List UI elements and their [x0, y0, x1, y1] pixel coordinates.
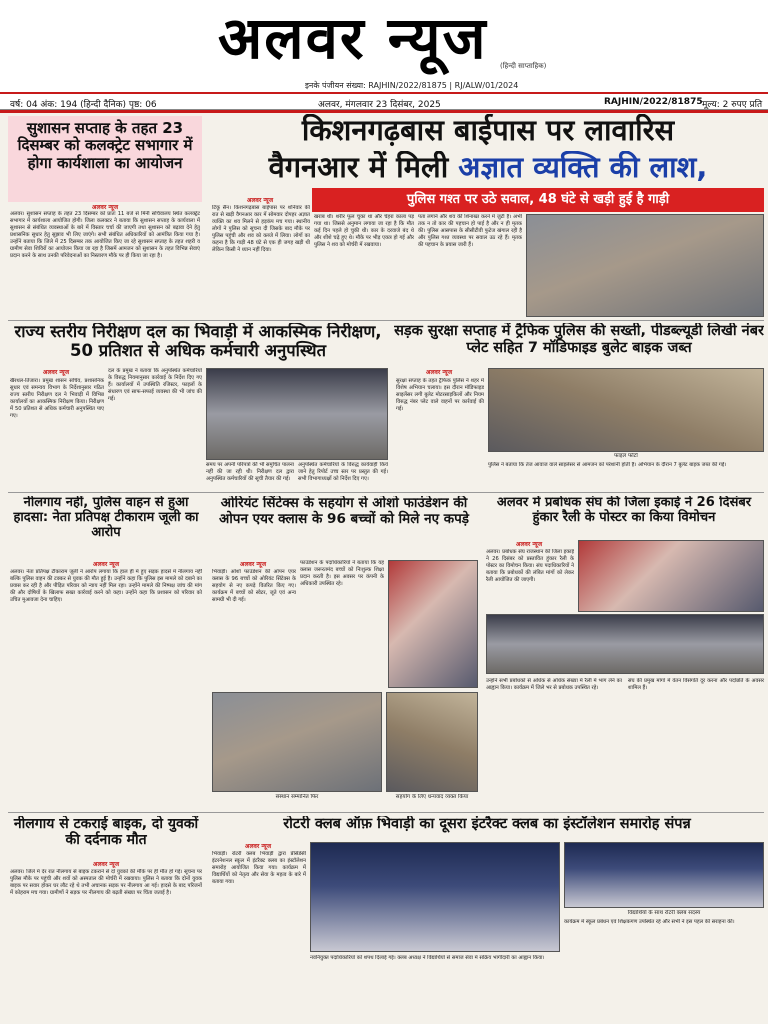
story-inspection-body-col2: दल के प्रमुख ने बताया कि अनुपस्थित कर्मचारियों के विरुद्ध नियमानुसार कार्रवाई के निर्देश दिए गए हैं। कार्यालयों में उपस्थिति रजिस्टर, फाइलों के संधारण एवं साफ-सफाई व्यवस्था की भी जांच की गई।	[108, 368, 202, 402]
story-prabodhak-body-col3: संघ की प्रमुख मांगों में वेतन विसंगति दूर करना और पदोन्नति के अवसर शामिल हैं।	[628, 678, 764, 691]
section-divider	[8, 320, 764, 321]
story-osho-caption-2: सहयोग के लिए धन्यवाद व्यक्त किया	[395, 794, 469, 800]
story-osho-headline: ओरियंट सिंटेक्स के सहयोग से ओशो फाउंडेशन की ओपन एयर क्लास के 96 बच्चों को मिले नए कपड़े	[218, 496, 470, 527]
lead-body-col2: खराब थी। शरीर फूल चुका था और चेहरा काला पड़ गया था। जिससे अनुमान लगाया जा रहा है कि मौत कई दिन पहले हो चुकी थी। कार के दरवाजे बंद थे और शीशे चढ़े हुए थे। मौके पर भीड़ एकत्र हो गई और पुलिस ने शव को मोर्चरी में रखवाया।	[314, 214, 414, 248]
story-prabodhak-headline: अलवर में प्रबोधक संघ की जिला इकाई ने 26 दिसंबर हुंकार रैली के पोस्टर का किया विमोचन	[496, 496, 752, 525]
story-osho-photo-2	[212, 692, 382, 792]
story-sushasan-headline-box	[8, 116, 202, 202]
story-nilgai-police-headline: नीलगाय नहीं, पुलिस वाहन से हुआ हादसा: नेता प्रतिपक्ष टीकाराम जूली का आरोप	[13, 496, 199, 540]
registration-line: इनके पंजीयन संख्या: RAJHIN/2022/81875 | RJ/ALW/01/2024	[305, 81, 519, 90]
story-nilgai-bike-headline: नीलगाय से टकराई बाइक, दो युवकों की दर्दनाक मौत	[13, 816, 199, 849]
section-divider	[8, 812, 764, 813]
story-sushasan-byline: अलवर न्यूज	[91, 204, 119, 211]
dateline: अलवर, मंगलवार 23 दिसंबर, 2025	[318, 100, 441, 110]
masthead	[0, 0, 768, 92]
story-rotary-photo-2	[564, 842, 764, 908]
lead-headline-line2a: वैगनआर में मिली	[268, 151, 459, 184]
story-traffic-body-col1: सुरक्षा सप्ताह के तहत ट्रैफिक पुलिस ने शहर में विशेष अभियान चलाया। इस दौरान मॉडिफाइड साइलेंसर लगी बुलेट मोटरसाइकिलों और नियम विरुद्ध नंबर प्लेट वाले वाहनों पर कार्रवाई की गई।	[396, 378, 484, 412]
story-osho-body-col2: फाउंडेशन के पदाधिकारियों ने बताया कि यह क्लास जरूरतमंद बच्चों को निःशुल्क शिक्षा प्रदान करती है। इस अवसर पर कंपनी के अधिकारी उपस्थित रहे।	[300, 560, 384, 587]
story-osho-photo-1	[388, 560, 478, 688]
lead-body-col1: टिंकू सैन। किशनगढ़बास बाईपास पर शनिवार की रात से खड़ी वैगनआर कार में सोमवार दोपहर अज्ञात व्यक्ति का शव मिलने से हड़कंप मच गया। स्थानीय लोगों ने पुलिस को सूचना दी जिसके बाद मौके पर पुलिस पहुंची और शव को कब्जे में लिया। लोगों का कहना है कि गाड़ी 48 घंटे से एक ही जगह खड़ी थी लेकिन किसी ने ध्यान नहीं दिया।	[212, 205, 310, 253]
story-inspection-headline: राज्य स्तरीय निरीक्षण दल का भिवाड़ी में आकस्मिक निरीक्षण, 50 प्रतिशत से अधिक कर्मचारी अनुपस्थित	[14, 323, 382, 360]
story-inspection-photo	[206, 368, 388, 460]
story-prabodhak-body-col2: उन्होंने सभी प्रबोधकों से अधिक से अधिक संख्या में रैली में भाग लेने का आह्वान किया। कार्यक्रम में जिले भर से प्रबोधक उपस्थित रहे।	[486, 678, 622, 691]
story-osho-body-col1: भिवाड़ी। ओशो फाउंडेशन की ओपन एयर क्लास के 96 बच्चों को ओरियंट सिंटेक्स के सहयोग से नए कपड़े वितरित किए गए। कार्यक्रम में बच्चों को स्वेटर, जूते एवं अन्य सामग्री भी दी गई।	[212, 569, 296, 603]
story-sushasan-headline: सुशासन सप्ताह के तहत 23 दिसम्बर को कलक्ट्रेट सभागार में होगा कार्यशाला का आयोजन	[17, 119, 193, 172]
story-rotary-byline: अलवर न्यूज	[244, 843, 272, 850]
issue-number: वर्ष: 04 अंक: 194 (हिन्दी दैनिक) पृष्ठ: 06	[10, 100, 157, 110]
masthead-tagline: (हिन्दी साप्ताहिक)	[500, 62, 547, 70]
section-divider	[8, 492, 764, 493]
story-nilgai-police-body: अलवर। नेता प्रतिपक्ष टीकाराम जूली ने आरोप लगाया कि हाल ही में हुए सड़क हादसे में नीलगाय नहीं बल्कि पुलिस वाहन की टक्कर से युवक की मौत हुई है। उन्होंने कहा कि पुलिस इस मामले को दबाने का प्रयास कर रही है और पीड़ित परिवार को न्याय नहीं मिल रहा। उन्होंने मामले की निष्पक्ष जांच की मांग की और दोषियों के खिलाफ सख्त कार्रवाई करने को कहा। उन्होंने कहा कि प्रशासन को परिवार को उचित मुआवजा देना चाहिए।	[10, 569, 202, 603]
story-rotary-body-col3: कार्यक्रम में स्कूल प्रबंधन एवं शिक्षकगण उपस्थित रहे और सभी ने इस पहल की सराहना की।	[564, 919, 735, 925]
story-sushasan-body: अलवर। सुशासन सप्ताह के तहत 23 दिसम्बर को प्रातः 11 बजे से मिनी सचिवालय स्थित कलक्ट्रेट सभागार में कार्यशाला आयोजित होगी। जिला कलक्टर ने बताया कि सुशासन सप्ताह के कार्यवाला में सुशासन से संबंधित व्यवस्थाओं के बारे में विस्तार चर्चा की जाएगी तथा सुशासन को बढ़ावा देने हेतु प्रशासनिक सुधार हेतु सुझाव भी लिए जाएंगे। सभी संबंधित अधिकारियों को आमंत्रित किया गया है। उन्होंने बताया कि जिले में 25 दिसम्बर तक आयोजित किए जा रहे सुशासन सप्ताह के तहत शहरी व ग्रामीण सेवा शिविरों का आयोजन किया जा रहा है जिसमें आमजन को सुशासन के तहत विभिन्न सेवाएं प्रदान करने के साथ उनकी परिवेदनाओं का निस्तारण मौके पर ही किया जा रहा है।	[10, 211, 200, 259]
story-nilgai-police-byline: अलवर न्यूज	[92, 561, 120, 568]
story-prabodhak-byline: अलवर न्यूज	[515, 541, 543, 548]
issue-strip	[0, 92, 768, 110]
story-rotary-headline: रोटरी क्लब ऑफ़ भिवाड़ी का दूसरा इंटरैक्ट क्लब का इंस्टॉलेशन समारोह संपन्न	[283, 816, 691, 832]
story-traffic-caption: फाइल फोटो	[614, 453, 638, 459]
story-inspection-body-col3: समय पर अपनी परिपत्रों की भी समुचित पालना नहीं की जा रही थी। निरीक्षण दल द्वारा अनुपस्थित कर्मचारियों की सूची तैयार की गई।	[206, 462, 294, 482]
price: मूल्य: 2 रुपए प्रति	[702, 100, 763, 110]
story-traffic-body-col2: पुलिस ने बताया कि तेज आवाज वाले साइलेंसर से आमजन को परेशानी होती है। अभियान के दौरान 7 बुलेट बाइक जब्त की गईं।	[488, 462, 727, 468]
story-rotary-caption: विद्यार्थियों के साथ रोटरी क्लब सदस्य	[627, 910, 701, 916]
story-traffic-byline: अलवर न्यूज	[425, 369, 453, 376]
story-nilgai-bike-body: अलवर। जिले में देर रात नीलगाय से बाइक टकराने से दो युवकों की मौके पर ही मौत हो गई। सूचना पर पुलिस मौके पर पहुंची और शवों को अस्पताल की मोर्चरी में रखवाया। पुलिस ने बताया कि दोनों युवक बाइक पर सवार होकर घर लौट रहे थे तभी अचानक सड़क पर नीलगाय आ गई। हादसे के बाद परिजनों में कोहराम मच गया। ग्रामीणों ने सड़क पर नीलगाय की बढ़ती संख्या पर चिंता जताई है।	[10, 869, 202, 896]
lead-byline: अलवर न्यूज	[246, 197, 274, 204]
story-prabodhak-body-col1: अलवर। प्रबोधक संघ राजस्थान की जिला इकाई ने 26 दिसंबर को प्रस्तावित हुंकार रैली के पोस्टर का विमोचन किया। संघ पदाधिकारियों ने बताया कि प्रबोधकों की लंबित मांगों को लेकर रैली आयोजित की जाएगी।	[486, 549, 574, 583]
story-rotary-photo-1	[310, 842, 560, 952]
rni-number: RAJHIN/2022/81875	[604, 97, 703, 107]
story-traffic-photo	[488, 368, 764, 452]
story-inspection-body-col4: अनुपस्थित कर्मचारियों के विरुद्ध कार्यवाही किये जाने हेतु रिपोर्ट उच्च स्तर पर प्रस्तुत की गई। सभी विभागाध्यक्षों को निर्देश दिए गए।	[298, 462, 388, 482]
lead-headline-line1: किशनगढ़बास बाईपास पर लावारिस	[301, 114, 675, 147]
story-rotary-body-col2: नवनियुक्त पदाधिकारियों को शपथ दिलाई गई। क्लब अध्यक्ष ने विद्यार्थियों से समाज सेवा में सक्रिय भागीदारी का आह्वान किया।	[310, 955, 545, 961]
story-osho-photo-3	[386, 692, 478, 792]
story-inspection-body-col1: खैरथल-तिजारा। प्रमुख शासन सचिव, प्रशासनिक सुधार एवं समन्वय विभाग के निर्देशानुसार गठित राज्य स्तरीय निरीक्षण दल ने भिवाड़ी में विभिन्न कार्यालयों का आकस्मिक निरीक्षण किया। निरीक्षण में 50 प्रतिशत से अधिक कर्मचारी अनुपस्थित पाए गए।	[10, 378, 104, 419]
story-nilgai-bike-byline: अलवर न्यूज	[92, 861, 120, 868]
story-osho-byline: अलवर न्यूज	[239, 561, 267, 568]
newspaper-logo-title: अलवर न्यूज	[218, 4, 488, 72]
story-inspection-byline: अलवर न्यूज	[42, 369, 70, 376]
lead-photo-car-scene	[526, 214, 764, 317]
story-osho-caption-1: संस्थान सम्मानित फिर	[275, 794, 319, 800]
lead-headline-line2b: अज्ञात व्यक्ति की लाश,	[458, 151, 708, 184]
story-traffic-headline: सड़क सुरक्षा सप्ताह में ट्रैफिक पुलिस की सख्ती, पीडब्ल्यूडी लिखी नंबर प्लेट सहित 7 मॉडिफाइड बुलेट बाइक जब्त	[394, 323, 764, 356]
lead-subhead-bar: पुलिस गश्त पर उठे सवाल, 48 घंटे से खड़ी हुई है गाड़ी	[312, 188, 764, 212]
masthead-divider	[0, 110, 768, 113]
story-rotary-body-col1: भिवाड़ी। रोटरी क्लब भिवाड़ी द्वारा प्रेसिडेंसी इंटरनेशनल स्कूल में इंटरैक्ट क्लब का इंस्टॉलेशन समारोह आयोजित किया गया। कार्यक्रम में विद्यार्थियों को नेतृत्व और सेवा के महत्व के बारे में बताया गया।	[212, 851, 306, 885]
story-prabodhak-photo-1	[578, 540, 764, 612]
lead-body-col3: पता लगाने और शव की शिनाख्त करने में जुटी है। अभी तक न तो कार की पहचान हो पाई है और न ही मृतक की। पुलिस आसपास के सीसीटीवी फुटेज खंगाल रही है और पुलिस गश्त व्यवस्था पर सवाल उठ रहे हैं। मृतक की पहचान के प्रयास जारी हैं।	[418, 214, 522, 248]
story-prabodhak-photo-2	[486, 614, 764, 674]
lead-headline-line2	[212, 151, 764, 187]
